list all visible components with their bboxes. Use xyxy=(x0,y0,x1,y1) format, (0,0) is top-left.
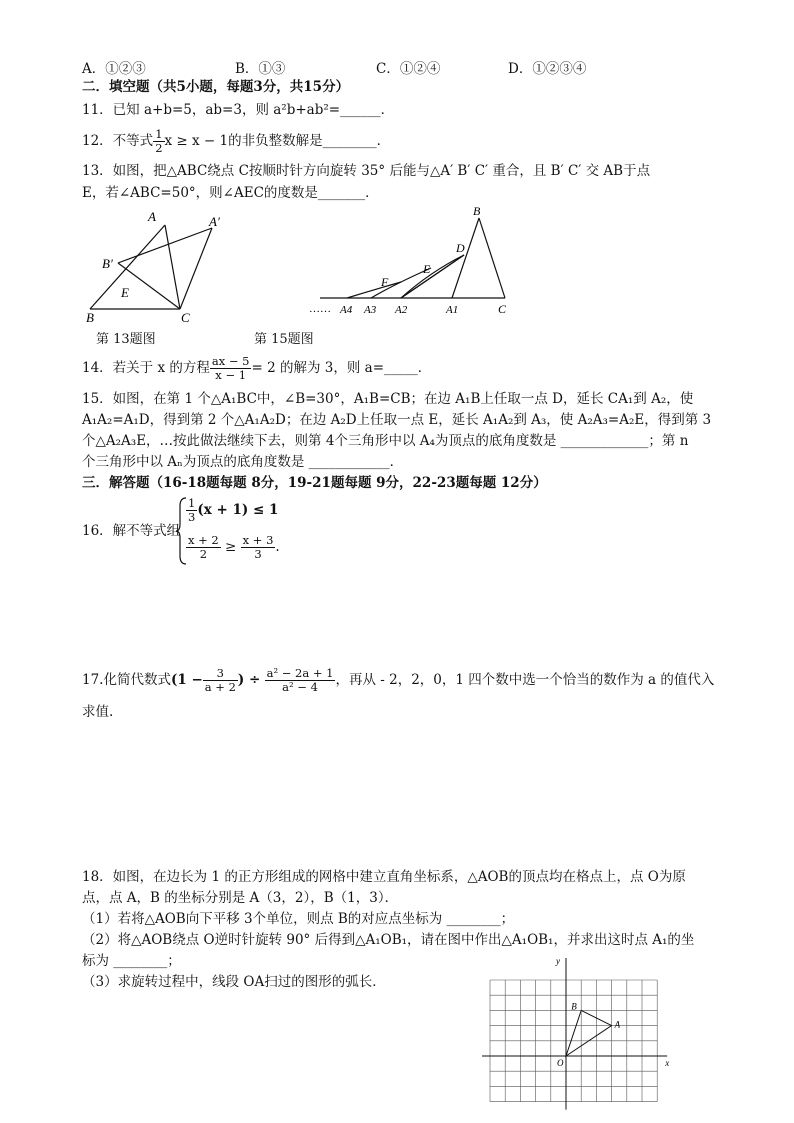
q16-eq2-den2: 3 xyxy=(254,547,262,561)
fig15-label-a2: A2 xyxy=(395,304,408,316)
fig13-label-c: C xyxy=(181,310,190,325)
question-18-line1: 18．如图，在边长为 1 的正方形组成的网格中建立直角坐标系，△AOB的顶点均在格点上，点 O为原 xyxy=(82,869,686,885)
q16-eq2-frac1 xyxy=(186,534,221,561)
question-12 xyxy=(82,126,390,156)
option-c: C．①②④ xyxy=(376,61,441,77)
q12-den: 2 xyxy=(155,141,163,155)
fig18-label-y: y xyxy=(556,956,560,966)
q17-den1: a + 2 xyxy=(204,680,236,694)
figure-15 xyxy=(305,200,525,320)
q14-den: x − 1 xyxy=(215,368,247,382)
q16-eq2-frac2 xyxy=(241,534,276,561)
q14-num: ax − 5 xyxy=(211,354,250,368)
question-13-line1: 13．如图，把△ABC绕点 C按顺时针方向旋转 35° 后能与△A′ B′ C′ 重合，且 B′ C′ 交 AB于点 xyxy=(82,163,651,179)
q12-expr: x ≥ x − 1 xyxy=(164,133,229,149)
question-18-line3: （1）若将△AOB向下平移 3个单位，则点 B的对应点坐标为 ________； xyxy=(82,911,515,927)
fig13-label-a-prime: A′ xyxy=(209,214,220,229)
q14-fraction xyxy=(210,355,252,382)
q12-fraction xyxy=(153,128,164,155)
fig15-label-b: B xyxy=(473,204,481,218)
question-15-line4: 个三角形中以 Aₙ为顶点的底角度数是 ____________． xyxy=(82,454,404,470)
question-15-line1: 15．如图，在第 1 个△A₁BC中，∠B=30°，A₁B=CB；在边 A₁B上任取一点 D，延长 CA₁到 A₂，使 xyxy=(82,391,694,407)
question-14 xyxy=(82,352,431,384)
q12-prefix: 12．不等式 xyxy=(82,133,154,149)
question-11: 11．已知 a+b=5，ab=3，则 a²b+ab²=______． xyxy=(82,102,395,118)
q16-eq1 xyxy=(186,496,278,524)
triangle-aob xyxy=(566,1010,612,1056)
section3-title: 三．解答题（16-18题每题 8分，19-21题每题 9分，22-23题每题 12分） xyxy=(82,475,547,491)
fig18-label-a: A xyxy=(614,1019,621,1030)
figure-18-grid xyxy=(470,950,670,1110)
question-18-line4: （2）将△AOB绕点 O逆时针旋转 90° 后得到△A₁OB₁，请在图中作出△A₁OB₁，并求出这时点 A₁的坐 xyxy=(82,932,695,948)
q16-eq1-rest: (x + 1) ≤ 1 xyxy=(197,502,279,518)
q16-eq2-den1: 2 xyxy=(199,547,208,561)
fig15-caption: 第 15题图 xyxy=(254,332,314,347)
fig15-dots: …… xyxy=(309,303,331,315)
question-17-line2: 求值. xyxy=(82,704,114,720)
q16-end: . xyxy=(275,539,280,555)
q12-suffix: 的非负整数解是________． xyxy=(228,133,391,149)
q16-eq2 xyxy=(186,532,280,562)
q16-eq1-frac xyxy=(186,497,197,524)
q16-eq1-den: 3 xyxy=(188,510,196,524)
option-b: B．①③ xyxy=(235,61,286,77)
q14-suffix: = 2 的解为 3，则 a=_____． xyxy=(251,360,432,376)
q17-den2: a² − 4 xyxy=(282,680,318,694)
q16-eq2-geq: ≥ xyxy=(225,539,237,555)
fig18-label-x: x xyxy=(665,1058,670,1068)
q17-num2: a² − 2a + 1 xyxy=(266,666,334,680)
q16-eq1-num: 1 xyxy=(188,496,196,510)
fig18-label-b: B xyxy=(571,1001,577,1012)
fig13-label-b-prime: B′ xyxy=(102,256,113,271)
fig15-label-e: E xyxy=(423,262,431,276)
fig18-label-o: O xyxy=(557,1058,564,1068)
question-18-line5: 标为 ________； xyxy=(82,953,181,969)
fig13-label-b: B xyxy=(86,310,94,325)
fig15-label-a3: A3 xyxy=(364,304,377,316)
fig15-label-d: D xyxy=(456,241,465,255)
q16-eq2-num2: x + 3 xyxy=(242,533,274,547)
option-a: A．①②③ xyxy=(82,61,146,77)
section2-title: 二．填空题（共5小题，每题3分，共15分） xyxy=(82,79,350,95)
fig13-label-e: E xyxy=(121,285,129,300)
q12-num: 1 xyxy=(155,127,163,141)
q17-num1: 3 xyxy=(203,667,238,681)
fig15-label-a1: A1 xyxy=(446,304,459,316)
option-d: D．①②③④ xyxy=(508,61,587,77)
fig15-label-f: F xyxy=(381,275,389,289)
q17-frac2 xyxy=(265,667,336,694)
fig13-caption: 第 13题图 xyxy=(96,332,156,347)
question-18-line2: 点，点 A，B 的坐标分别是 A（3，2），B（1，3）． xyxy=(82,890,399,906)
question-15-line3: 个△A₂A₃E，…按此做法继续下去，则第 4个三角形中以 A₄为顶点的底角度数是 _____________；第 n xyxy=(82,433,689,449)
question-17 xyxy=(82,664,714,696)
question-15-line2: A₁A₂=A₁D，得到第 2 个△A₁A₂D；在边 A₂D上任取一点 E，延长 A₁A₂到 A₃，使 A₂A₃=A₂E，得到第 3 xyxy=(82,412,712,428)
q17-suffix: ，再从 - 2，2，0，1 四个数中选一个恰当的数作为 a 的值代入 xyxy=(335,672,715,688)
q17-rparen: ) ÷ xyxy=(237,672,261,688)
q17-prefix: 17.化简代数式 xyxy=(82,672,171,688)
q14-prefix: 14．若关于 x 的方程 xyxy=(82,360,210,376)
q16-eq2-num1: x + 2 xyxy=(188,533,219,547)
question-18-line6: （3）求旋转过程中，线段 OA扫过的图形的弧长． xyxy=(82,974,386,990)
q17-lparen: (1 − xyxy=(170,672,203,688)
q16-prefix: 16．解不等式组 xyxy=(82,523,181,539)
fig15-label-c: C xyxy=(498,302,507,316)
fig15-label-a4: A4 xyxy=(340,304,353,316)
fig13-label-a: A xyxy=(148,209,156,224)
q17-frac1 xyxy=(203,667,238,694)
figure-13 xyxy=(80,205,240,325)
question-13-line2: E，若∠ABC=50°，则∠AEC的度数是_______． xyxy=(82,185,379,201)
